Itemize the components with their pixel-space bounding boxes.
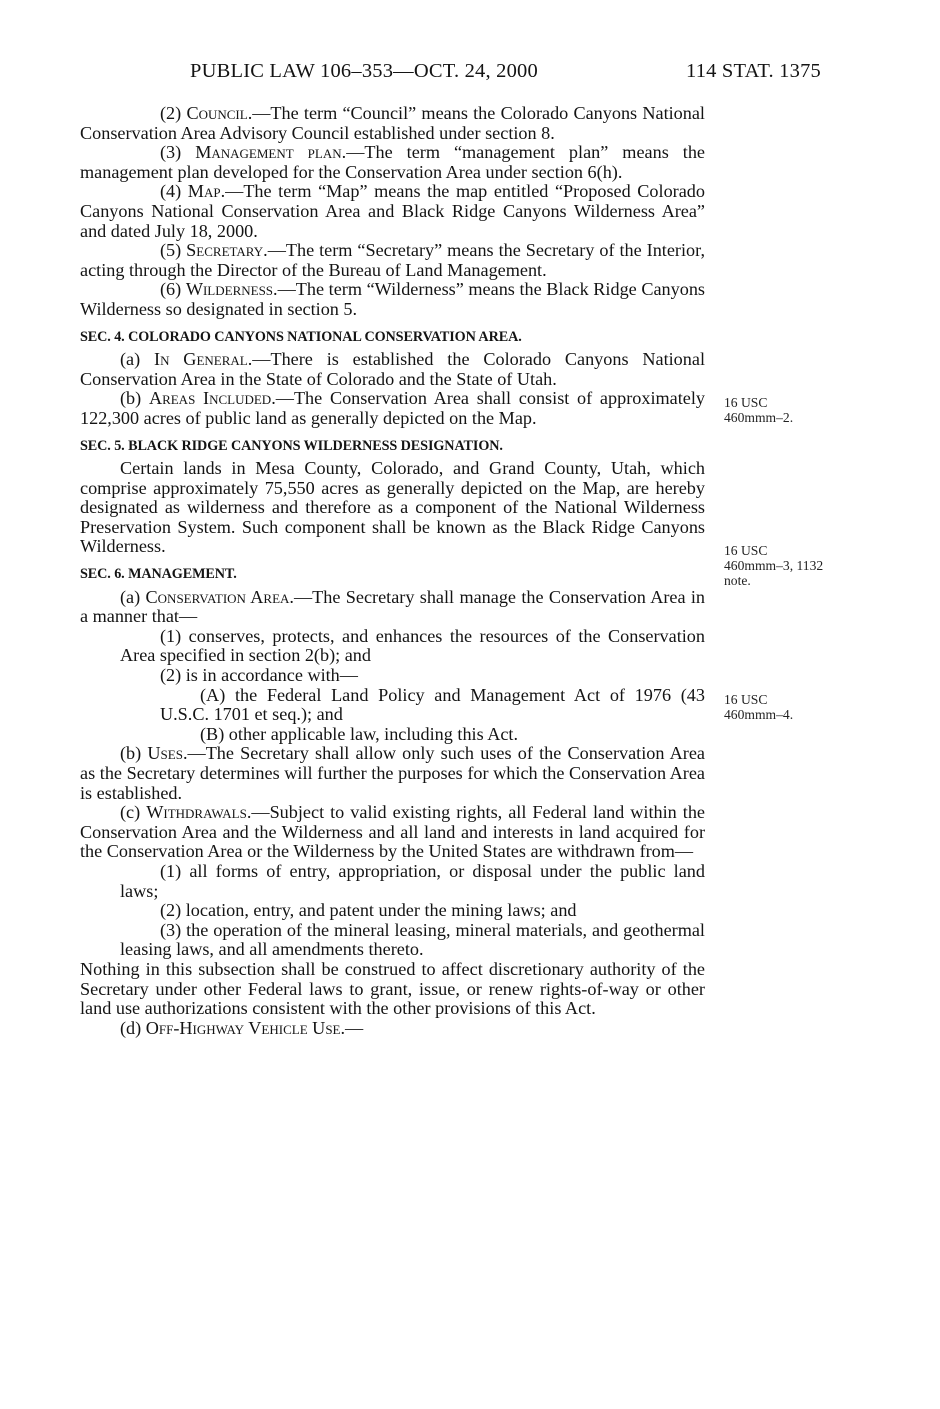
section-4-a: (a) In General.—There is established the Colorado Canyons National Conservation Area in the State of Colorado and the State of Utah.	[80, 349, 705, 389]
section-6-c-1: (1) all forms of entry, appropriation, or disposal under the public land laws;	[120, 860, 705, 901]
section-6-a-1: (1) conserves, protects, and enhances the resources of the Conservation Area specified in section 2(b); and	[120, 625, 705, 666]
section-4-b: (b) Areas Included.—The Conservation Area shall consist of approximately 122,300 acres of public land as generally depicted on the Map.	[80, 388, 705, 428]
body-text	[80, 104, 705, 1038]
definition-secretary: (5) Secretary.—The term “Secretary” means the Secretary of the Interior, acting through the Director of the Bureau of Land Management.	[80, 240, 705, 280]
section-6-c-2: (2) location, entry, and patent under the mining laws; and	[160, 900, 577, 921]
definition-map: (4) Map.—The term “Map” means the map entitled “Proposed Colorado Canyons National Conservation Area and Black Ridge Canyons Wilderness Area” and dated July 18, 2000.	[80, 181, 705, 241]
margin-note-section-4: 16 USC 460mmm–2.	[724, 395, 794, 425]
section-6-a-2-A: (A) the Federal Land Policy and Management Act of 1976 (43 U.S.C. 1701 et seq.); and	[160, 684, 705, 725]
section-6-d: (d) Off-Highway Vehicle Use.—	[120, 1017, 364, 1038]
section-6-c-3: (3) the operation of the mineral leasing, mineral materials, and geothermal leasing laws, and all amendments thereto.	[120, 919, 705, 960]
definition-council: (2) Council.—The term “Council” means the Colorado Canyons National Conservation Area Advisory Council established under section 8.	[80, 103, 705, 143]
section-6-c: (c) Withdrawals.—Subject to valid existing rights, all Federal land within the Conservation Area and the Wilderness and all land and interests in land acquired for the Conservation Area or the Wilderness by the United States are withdrawn from—	[80, 802, 705, 862]
section-4-heading: SEC. 4. COLORADO CANYONS NATIONAL CONSERVATION AREA.	[80, 328, 522, 345]
section-6-a: (a) Conservation Area.—The Secretary shall manage the Conservation Area in a manner that—	[80, 586, 706, 627]
definition-management-plan: (3) Management plan.—The term “management plan” means the management plan developed for the Conservation Area under section 6(h).	[80, 142, 705, 182]
margin-note-section-5: 16 USC 460mmm–3, 1132 note.	[724, 543, 824, 588]
section-6-heading: SEC. 6. MANAGEMENT.	[80, 566, 237, 583]
running-header-title: PUBLIC LAW 106–353—OCT. 24, 2000	[190, 60, 538, 82]
section-6-a-2: (2) is in accordance with—	[160, 665, 358, 686]
definition-wilderness: (6) Wilderness.—The term “Wilderness” means the Black Ridge Canyons Wilderness so designated in section 5.	[80, 279, 705, 319]
margin-note-section-6: 16 USC 460mmm–4.	[724, 692, 794, 722]
section-6-b: (b) Uses.—The Secretary shall allow only such uses of the Conservation Area as the Secretary determines will further the purposes for which the Conservation Area is established.	[80, 743, 705, 803]
section-5-text: Certain lands in Mesa County, Colorado, and Grand County, Utah, which comprise approximately 75,550 acres as generally depicted on the Map, are hereby designated as wilderness and therefore as a component of the National Wilderness Preservation System. Such component shall be known as the Black Ridge Canyons Wilderness.	[80, 458, 705, 557]
section-6-a-2-B: (B) other applicable law, including this Act.	[200, 723, 519, 744]
section-5-heading: SEC. 5. BLACK RIDGE CANYONS WILDERNESS DESIGNATION.	[80, 437, 503, 454]
section-6-c-tail: Nothing in this subsection shall be construed to affect discretionary authority of the Secretary under other Federal laws to grant, issue, or renew rights-of-way or other land use authorizations consistent with the other provisions of this Act.	[80, 958, 705, 1019]
running-header-page: 114 STAT. 1375	[686, 60, 821, 82]
